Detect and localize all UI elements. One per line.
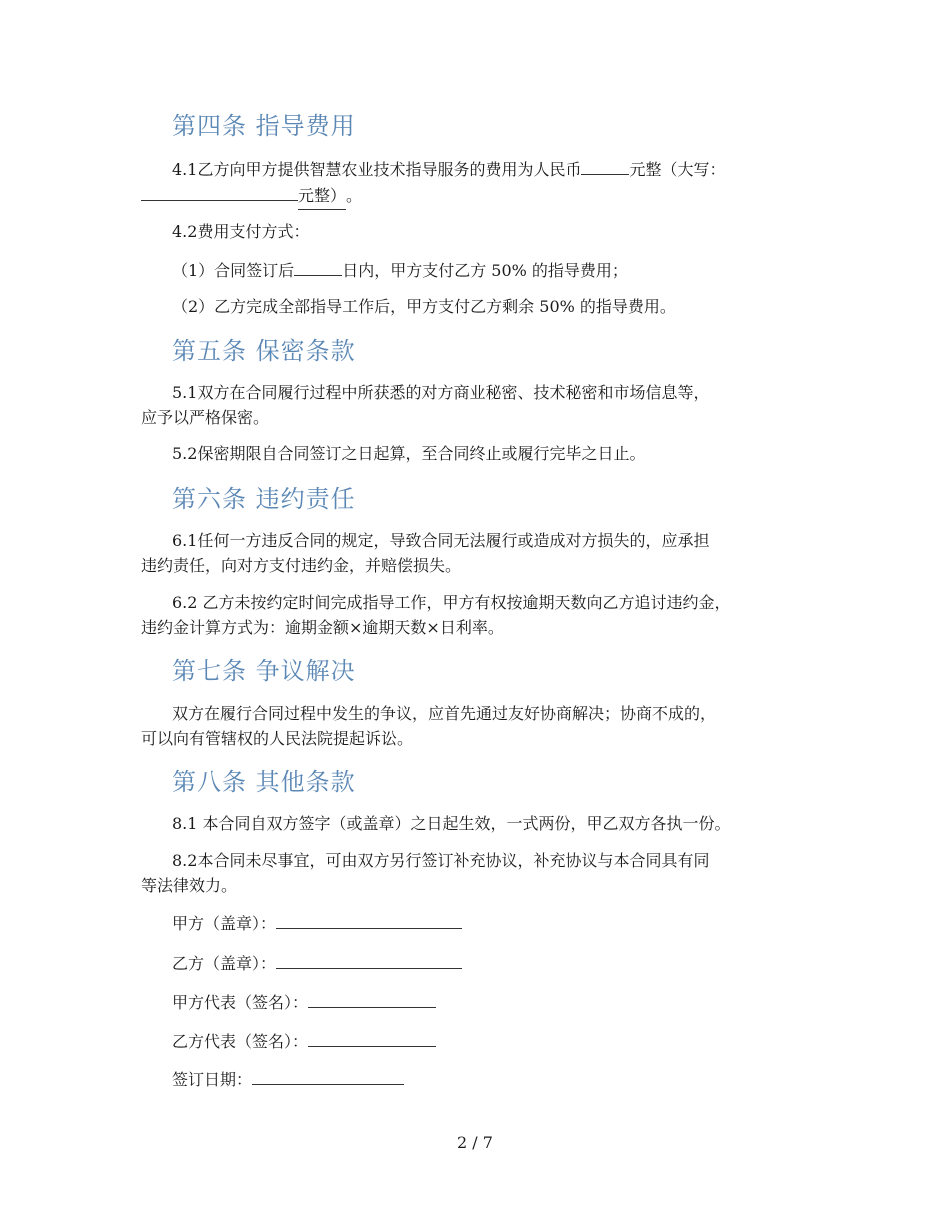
- party-b-seal-label: 乙方（盖章）：: [172, 954, 277, 973]
- section-7-heading: 第七条 争议解决: [172, 657, 356, 685]
- clause-8-2-line-2: 等法律效力。: [141, 876, 238, 895]
- party-a-rep-row: [172, 989, 436, 1016]
- party-a-seal-label: 甲方（盖章）：: [172, 914, 277, 933]
- party-b-rep-row: [172, 1028, 436, 1055]
- clause-4-1-line-2: [141, 182, 362, 210]
- page-number: 2 / 7: [457, 1133, 493, 1152]
- party-b-seal-row: [172, 950, 462, 977]
- clause-4-2: 4.2费用支付方式：: [172, 222, 310, 241]
- clause-4-2-1-text-a: （1）合同签订后: [172, 261, 295, 280]
- clause-7-line-2: 可以向有管辖权的人民法院提起诉讼。: [141, 729, 414, 748]
- sign-date-row: [172, 1066, 404, 1093]
- section-4-heading: 第四条 指导费用: [172, 112, 356, 140]
- party-b-rep-field[interactable]: [308, 1028, 436, 1047]
- clause-6-1-line-1: 6.1任何一方违反合同的规定，导致合同无法履行或造成对方损失的，应承担: [172, 531, 710, 550]
- clause-4-2-2: （2）乙方完成全部指导工作后，甲方支付乙方剩余 50% 的指导费用。: [172, 297, 676, 316]
- clause-5-1-line-1: 5.1双方在合同履行过程中所获悉的对方商业秘密、技术秘密和市场信息等，: [172, 383, 710, 402]
- amount-uppercase-blank: [141, 182, 298, 201]
- party-a-rep-label: 甲方代表（签名）：: [172, 993, 309, 1012]
- party-a-rep-field[interactable]: [308, 989, 436, 1008]
- clause-4-1-text-c: 元整）: [298, 183, 346, 210]
- clause-5-1-line-2: 应予以严格保密。: [141, 408, 270, 427]
- party-a-seal-field[interactable]: [276, 910, 462, 929]
- clause-5-2: 5.2保密期限自合同签订之日起算，至合同终止或履行完毕之日止。: [172, 444, 646, 463]
- clause-6-1-line-2: 违约责任，向对方支付违约金，并赔偿损失。: [141, 556, 462, 575]
- party-b-seal-field[interactable]: [276, 950, 462, 969]
- clause-4-2-1-text-b: 日内，甲方支付乙方 50% 的指导费用；: [342, 261, 628, 280]
- party-b-rep-label: 乙方代表（签名）：: [172, 1032, 309, 1051]
- clause-4-1-text-d: 。: [346, 186, 363, 205]
- clause-8-2-line-1: 8.2本合同未尽事宜，可由双方另行签订补充协议，补充协议与本合同具有同: [172, 851, 710, 870]
- clause-4-2-1: [172, 257, 628, 284]
- party-a-seal-row: [172, 910, 462, 937]
- clause-8-1: 8.1 本合同自双方签字（或盖章）之日起生效，一式两份，甲乙双方各执一份。: [172, 814, 731, 833]
- clause-4-1-text-a: 4.1乙方向甲方提供智慧农业技术指导服务的费用为人民币: [172, 160, 582, 179]
- section-5-heading: 第五条 保密条款: [172, 337, 356, 365]
- section-8-heading: 第八条 其他条款: [172, 768, 356, 796]
- clause-6-2-line-2: 违约金计算方式为：逾期金额×逾期天数×日利率。: [141, 618, 504, 637]
- clause-6-2-line-1: 6.2 乙方未按约定时间完成指导工作，甲方有权按逾期天数向乙方追讨违约金，: [172, 593, 731, 612]
- section-6-heading: 第六条 违约责任: [172, 485, 356, 513]
- clause-7-line-1: 双方在履行合同过程中发生的争议，应首先通过友好协商解决；协商不成的，: [172, 704, 717, 723]
- days-blank: [294, 257, 342, 276]
- clause-4-1-text-b: 元整（大写：: [629, 160, 726, 179]
- amount-blank: [581, 156, 629, 175]
- clause-4-1-line-1: [172, 156, 725, 183]
- sign-date-label: 签订日期：: [172, 1070, 253, 1089]
- sign-date-field[interactable]: [252, 1066, 404, 1085]
